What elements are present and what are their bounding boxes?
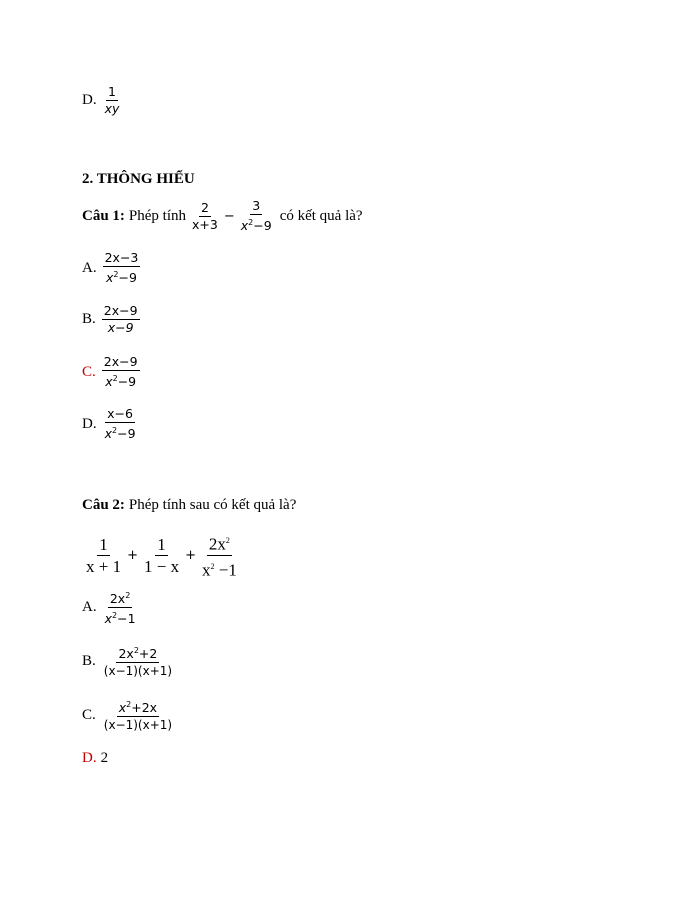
denominator: (x−1)(x+1) [103,718,173,733]
denominator: x+3 [192,216,218,232]
option-value: 2 [100,750,109,766]
fraction [190,200,220,233]
option-label: D. [82,92,97,108]
q1-option-a [82,250,142,286]
numerator: x−6 [107,406,133,421]
numerator: 1 [99,534,108,554]
question-text-after: có kết quả là? [279,207,363,224]
question-1 [82,198,363,234]
denominator: (x−1)(x+1) [103,664,173,679]
q1-option-c [82,354,142,390]
denominator: $x^2-9$ [104,426,136,442]
numerator: $2x^2+2$ [116,643,159,663]
numerator: 2x−9 [103,303,138,318]
prev-option-d [82,84,123,117]
fraction [239,198,274,234]
numerator: $x^2+2x$ [117,697,159,717]
q1-option-d [82,406,140,442]
fraction [102,697,174,733]
fraction [103,588,138,627]
denominator: x−9 [107,320,134,335]
denominator: x + 1 [86,556,122,576]
fraction [142,534,181,577]
fraction [103,406,138,442]
fraction [102,643,174,679]
numerator: $2x^2$ [108,588,132,608]
denominator: 1 − x [144,556,180,576]
numerator: 2x−9 [103,354,138,369]
option-label: C. [82,363,96,380]
fraction [84,534,123,577]
numerator: 1 [157,534,166,554]
fraction [200,530,239,580]
option-label: D. [82,415,97,432]
denominator: $x^2-9$ [106,270,137,286]
fraction [103,84,122,117]
q2-option-c [82,697,176,733]
q2-expression [82,530,241,580]
option-label: D. [82,750,97,766]
numerator: 2 [200,199,209,215]
question-label: Câu 1: [82,207,125,224]
fraction [102,354,140,390]
operator: − [223,208,235,224]
question-2 [82,497,296,514]
denominator: $x^2 -1$ [202,560,237,580]
denominator: $x^2-9$ [240,218,272,234]
fraction [102,303,140,336]
q1-option-b [82,303,142,336]
section-title: 2. THÔNG HIỂU [82,171,195,187]
operator: + [185,547,196,563]
question-text-before: Phép tính [128,207,187,224]
option-label: C. [82,706,96,723]
denominator: xy [104,101,120,116]
operator: + [127,547,138,563]
q2-option-b [82,643,176,679]
q2-option-a [82,588,140,627]
option-label: B. [82,311,96,327]
q2-option-d [82,750,108,767]
numerator: 1 [108,84,116,99]
numerator: 3 [252,198,261,213]
option-label: A. [82,599,97,616]
option-label: A. [82,259,97,276]
numerator: 2x−3 [104,250,139,265]
denominator: $x^2-1$ [104,611,136,627]
question-label: Câu 2: [82,497,125,513]
numerator: $2x^2$ [207,530,232,556]
denominator: $x^2-9$ [105,374,137,390]
fraction [103,250,141,286]
option-label: B. [82,652,96,669]
question-text: Phép tính sau có kết quả là? [128,497,297,513]
